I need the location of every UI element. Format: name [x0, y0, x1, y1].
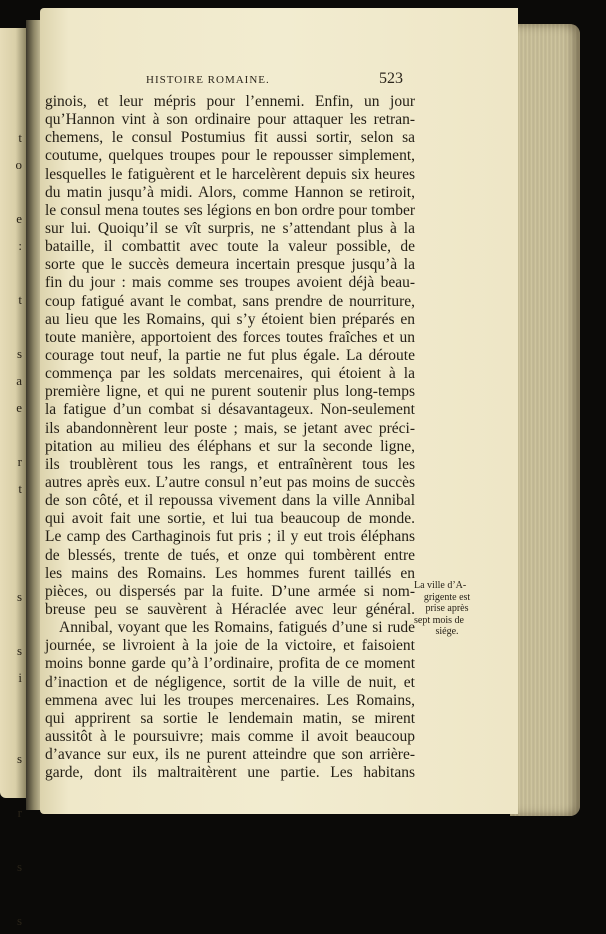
text-line: courage tout neuf, la partie ne fut plus égale. La déroute	[45, 346, 415, 364]
text-line: coup fatigué avant le combat, sans prendre de nourriture,	[45, 292, 415, 310]
margin-note-line: prise après	[425, 603, 469, 614]
left-page-fragment: t	[18, 481, 22, 496]
text-line: commença par les soldats mercenaires, qui étoient à la	[45, 365, 415, 383]
left-page-edge	[0, 28, 26, 928]
text-line: d’avance sur eux, ils ne purent atteindre que son arrière-	[45, 746, 415, 764]
left-page-fragment	[2, 880, 22, 907]
text-line: toute manière, apportoient des forces toutes fraîches et un	[45, 328, 415, 346]
left-page-fragment: s	[16, 346, 22, 361]
left-page-fragment	[2, 691, 22, 718]
left-page-fragment: t	[18, 130, 22, 145]
left-page-fragment: e	[16, 211, 22, 226]
left-page-fragment: e	[16, 400, 22, 415]
text-line: journée, se livroient à la joie de la victoire, et faisoient	[45, 637, 415, 655]
left-page-fragment: s	[16, 589, 22, 604]
text-line: au lieu que les Romains, qui s’y étoient bien préparés en	[45, 310, 415, 328]
page-stack-edge	[510, 24, 580, 816]
left-page-fragment	[2, 259, 22, 286]
text-line: première ligne, et qui ne purent soutenir plus long-temps	[45, 383, 415, 401]
text-line: aussitôt à le poursuivre; mais comme il avoit beaucoup	[45, 727, 415, 745]
margin-note	[414, 580, 480, 638]
left-page-fragment: s	[16, 859, 22, 874]
left-page-fragment: s	[16, 913, 22, 928]
text-line: fin du jour : mais comme ses troupes avoient déjà beau-	[45, 274, 415, 292]
text-line: le consul mena toutes ses légions en bon ordre pour tomber	[45, 201, 415, 219]
left-page-fragment: s	[16, 643, 22, 658]
left-page-fragment: s	[16, 751, 22, 766]
page-number: 523	[379, 70, 403, 87]
left-page-fragment	[2, 313, 22, 340]
text-line: lesquelles le fatiguèrent et le harcelèrent depuis six heures	[45, 165, 415, 183]
text-line: Le camp des Carthaginois fut pris ; il y eut trois éléphans	[45, 528, 415, 546]
left-page-fragment	[2, 718, 22, 745]
text-line: qui apprirent sa sortie le lendemain matin, se mirent	[45, 709, 415, 727]
left-page-fragment	[2, 610, 22, 637]
left-page-fragment: :	[18, 238, 22, 253]
text-line: ils troublèrent tous les rangs, et entraînèrent tous les	[45, 455, 415, 473]
body-text	[45, 93, 415, 782]
left-page-fragment	[2, 772, 22, 799]
left-page-fragment: r	[17, 454, 22, 469]
text-line: d’inaction et de négligence, sortit de la ville de nuit, et	[45, 673, 415, 691]
margin-note-line: siége.	[435, 626, 459, 637]
left-page-fragment: a	[16, 373, 22, 388]
margin-note-line: La ville d’A-	[414, 580, 467, 591]
left-page-fragment	[2, 502, 22, 529]
left-page-fragment: r	[17, 805, 22, 820]
text-line: pièces, ou dispersés par la fuite. D’une armée si nom-	[45, 582, 415, 600]
left-page-fragment	[2, 556, 22, 583]
text-line: sur lui. Quoiqu’il se vît surpris, ne s’attendant plus à la	[45, 219, 415, 237]
text-line: la fatigue d’un combat si désavantageux. Non-seulement	[45, 401, 415, 419]
left-page-fragment	[2, 421, 22, 448]
left-page-fragment: o	[15, 157, 22, 172]
text-line: bataille, il combattit avec toute la valeur possible, de	[45, 238, 415, 256]
text-line: qu’Hannon vint à son ordinaire pour attaquer les retran-	[45, 111, 415, 129]
text-line: qui avoit fait une sortie, et lui tua beaucoup de monde.	[45, 510, 415, 528]
text-line: chemens, le consul Postumius fit aussi sortir, selon sa	[45, 129, 415, 147]
text-line: pitation au milieu des éléphans et sur la seconde ligne,	[45, 437, 415, 455]
text-line: breuse peu se sauvèrent à Héraclée avec leur général.	[45, 600, 415, 618]
left-page-fragment	[2, 178, 22, 205]
left-page-fragment	[2, 826, 22, 853]
margin-note-line: sept mois de	[414, 614, 464, 626]
text-line: Annibal, voyant que les Romains, fatigués d’une si rude	[59, 619, 415, 637]
text-line: autres après eux. L’autre consul n’eut pas moins de succès	[45, 473, 415, 491]
text-line: ginois, et leur mépris pour l’ennemi. Enfin, un jour	[45, 93, 415, 110]
left-page-fragment: i	[18, 670, 22, 685]
left-page-fragment: t	[18, 292, 22, 307]
running-title: HISTOIRE ROMAINE.	[146, 74, 270, 86]
text-line: sorte que le succès demeura incertain presque jusqu’à la	[45, 256, 415, 274]
left-page-text-fragments	[2, 124, 22, 934]
text-line: coutume, quelques troupes pour le repousser simplement,	[45, 147, 415, 165]
margin-note-line: grigente est	[423, 591, 471, 603]
page-header	[146, 70, 406, 90]
text-line: moins bonne garde qu’à l’ordinaire, profita de ce moment	[45, 655, 415, 673]
text-line: du matin jusqu’à midi. Alors, comme Hannon se retiroit,	[45, 183, 415, 201]
text-line: de blessés, trente de tués, et onze qui tombèrent entre	[45, 546, 415, 564]
text-line: les mains des Romains. Les hommes furent taillés en	[45, 564, 415, 582]
text-line: de son côté, et il repoussa vivement dans la ville Annibal	[45, 492, 415, 510]
text-line: ils abandonnèrent leur poste ; mais, se jetant avec préci-	[45, 419, 415, 437]
text-line: garde, dont ils maltraitèrent une partie. Les habitans	[45, 764, 415, 782]
left-page-fragment	[2, 529, 22, 556]
text-line: emmena avec lui les troupes mercenaires. Les Romains,	[45, 691, 415, 709]
